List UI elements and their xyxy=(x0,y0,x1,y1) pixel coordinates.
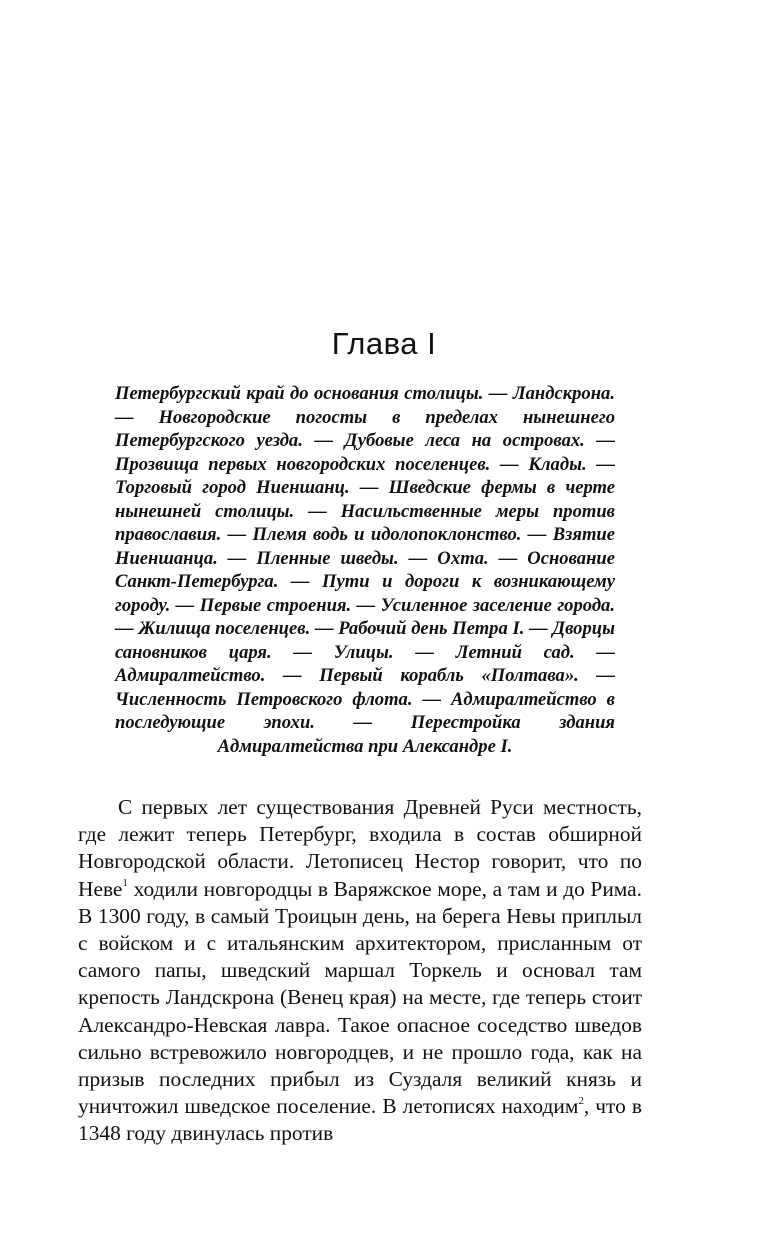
body-text-segment: , что в 1348 году двинулась против xyxy=(78,1094,642,1146)
footnote-marker[interactable]: 1 xyxy=(122,877,128,890)
chapter-title: Глава I xyxy=(331,326,437,361)
body-text-segment: ходили новгородцы в Варяжское море, а там и до Рима. В 1300 году, в самый Троицын день, на берега Невы приплыл с войском и с итальянским архитектором, присланным от самого папы, шведский маршал Торкель и основал там крепость Ландскрона (Венец края) на месте, где теперь стоит Александро-Невская лавра. Такое опасное соседство шведов сильно встревожило новгородцев, и не прошло года, как на призыв последних прибыл из Суздаля великий князь и уничтожил шведское поселение. В летописях находим xyxy=(78,876,642,1119)
body-text-segment: С первых лет существования Древней Руси местность, где лежит теперь Петербург, входила в состав обширной Новгородской области. Летописец Нестор говорит, что по Неве xyxy=(78,795,642,901)
footnote-marker[interactable]: 2 xyxy=(578,1095,584,1108)
chapter-summary: Петербургский край до основания столицы. — Ландскрона. — Новгородские погосты в пределах нынешнего Петербургского уезда. — Дубовые леса на островах. — Прозвища первых новгородских поселенцев. — Клады. — Торговый город Ниеншанц. — Шведские фермы в черте нынешней столицы. — Насильственные меры против православия. — Племя водь и идолопоклонство. — Взятие Ниеншанца. — Пленные шведы. — Охта. — Основание Санкт-Петербурга. — Пути и дороги к возникающему городу. — Первые строения. — Усиленное заселение города. — Жилища поселенцев. — Рабочий день Петра I. — Дворцы сановников царя. — Улицы. — Летний сад. — Адмиралтейство. — Первый корабль «Полтава». — Численность Петровского флота. — Адмиралтейство в последующие эпохи. — Перестройка здания Адмиралтейства при Александре I. xyxy=(115,383,615,757)
body-paragraph xyxy=(78,794,642,1148)
